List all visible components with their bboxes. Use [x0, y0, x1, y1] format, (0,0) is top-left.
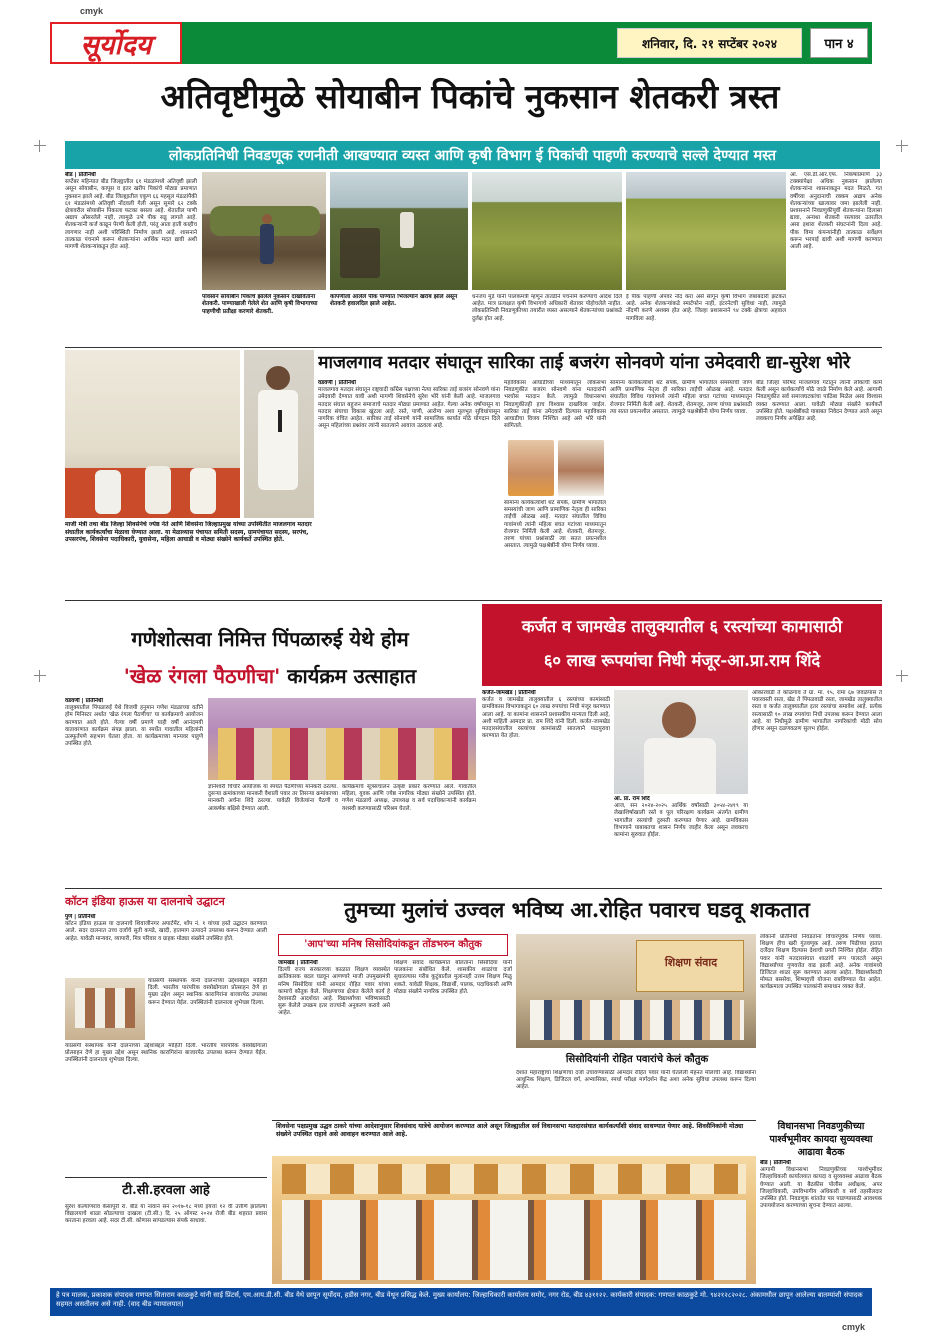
page-number: पान ४: [810, 28, 868, 58]
story9-headline: विधानसभा निवडणुकीच्या पार्श्वभूमीवर कायदा सुव्यवस्था आढावा बैठक: [769, 1121, 873, 1158]
story4-photo-mla: [614, 690, 748, 794]
registration-mark: [896, 670, 908, 682]
lead-body-col4: आ. एस.डी.आर.एफ. निकषाप्रमाणे ३३ टक्क्यांपेक्षा अधिक नुकसान झालेल्या शेतकऱ्यांना शासनाकडून मदत मिळते. गत वर्षीच्या अनुदानाची रक्कम अद्याप अनेक शेतकऱ्यांच्या खात्यावर जमा झालेली नाही. प्रशासनाने निवडणुकीपूर्वी शेतकऱ्यांना दिलासा द्यावा, अन्यथा शेतकरी रस्त्यावर उतरतील असा इशारा शेतकरी संघटनांनी दिला आहे. पीक विमा कंपन्यांनीही तात्काळ सर्वेक्षण करून भरपाई द्यावी अशी मागणी करण्यात आली आहे.: [790, 172, 882, 251]
registration-mark: [34, 140, 46, 152]
story2-body-col1: [318, 380, 500, 595]
cmyk-mark-bottom: cmyk: [842, 1322, 866, 1332]
story2-body-col4: बीड जिल्हा परिषद माजलगाव गटातून त्यांनी लोकांची कामे केली असून कार्यकर्त्यांचे मोठे जाळे निर्माण केले आहे. आगामी निवडणुकीत सर्व समाजघटकांचा पाठिंबा मिळेल असा विश्वास व्यक्त करण्यात आला. यावेळी मोठ्या संख्येने कार्यकर्ते उपस्थित होते. पक्षश्रेष्ठींकडे याबाबत निवेदन देण्यात आले असून लवकरच निर्णय अपेक्षित आहे.: [756, 380, 882, 423]
story8-photo-group: [272, 1156, 756, 1284]
story6-body-text: दिल्ली राज्य सरकारच्या काळात शिक्षण व्यवस्थेत क्रांतिकारक बदल घडवून आणणारे माजी उपमुख्यमंत्री मनिष सिसोदिया यांनी आमदार रोहित पवार यांच्या कामाचे कौतुक केले. शिक्षणाच्या क्षेत्रात केलेले कार्य हे देशासाठी आदर्शवत आहे. विद्यार्थ्यांच्या भविष्यासाठी सुरू केलेले उपक्रम इतर राज्यांनी अनुकरण करावे असे आहेत.: [278, 967, 390, 1017]
story2-body-col3: सामान्य कार्यकर्त्यांशी थेट संपर्क, ग्रामीण भागातील समस्यांची जाण आणि प्रामाणिक नेतृत्व ही सारिका ताईंची ओळख आहे. मतदार संघातील विविध गावांमध्ये त्यांनी महिला बचत गटांच्या माध्यमातून रोजगार निर्मिती केली आहे. शेतकरी, शेतमजूर, तरुण यांच्या प्रश्नांसाठी त्या सतत प्रयत्नशील असतात. त्यामुळे पक्षश्रेष्ठींनी योग्य निर्णय घ्यावा.: [610, 380, 752, 415]
story4-headline-line1: कर्जत व जामखेड तालुक्यातील ६ रस्त्यांच्या कामासाठी: [521, 617, 843, 636]
story6-kicker: 'आप'च्या मनिष सिसोदियांकडून तोंडभरुन कौतुक: [278, 934, 508, 956]
story3-headline-highlight: 'खेळ रंगला पैठणीचा': [123, 664, 281, 688]
divider: [65, 600, 882, 601]
story4-photo-caption: आ. प्रा. राम शिंदे: [614, 796, 650, 802]
newspaper-logo: सूर्योदय: [50, 22, 182, 64]
story4-body-col1: [482, 690, 610, 883]
lead-photo-caption-1: पावसाने सोयाबीन पिकाचे झालेले नुकसान दाखविताना शेतकरी. पाण्याखाली गेलेले शेत आणि कृषी विभागाच्या पाहणीची प्रतीक्षा करणारे शेतकरी.: [202, 294, 318, 315]
lead-body-col3: ई पीक पाहणी ॲपवर नोंद करा असे सांगून कृषी विभाग जबाबदारी झटकत आहे. अनेक शेतकऱ्यांकडे स्मार्टफोन नाही, इंटरनेटची सुविधा नाही, त्यामुळे नोंदणी करणे अशक्य होत आहे. जिल्हा प्रशासनाने ९४ टक्के क्षेत्राचा अहवाल मागविला आहे.: [626, 294, 786, 322]
story6-body-col4: लोकांनी प्रतिनिधी निवडताना विचारपूर्वक निर्णय घ्यावा. शिक्षण हीच खरी गुंतवणूक आहे. तरुण पिढीच्या हातात दर्जेदार शिक्षण दिल्यास देशाची प्रगती निश्चित होईल. रोहित पवार यांनी मतदारसंघात शाळांचे रूप पालटले असून विद्यार्थ्यांच्या गुणवत्तेत वाढ झाली आहे. अनेक गावांमध्ये डिजिटल शाळा सुरू करण्यात आल्या आहेत. विद्यार्थ्यांसाठी मोफत बससेवा, शिष्यवृत्ती योजना राबविण्यात येत आहेत. कार्यक्रमाला उपस्थित पालकांनी समाधान व्यक्त केले.: [760, 934, 882, 991]
lead-byline: बीड | प्रतिनिधी: [65, 172, 96, 178]
issue-date: शनिवार, दि. २१ सप्टेंबर २०२४: [617, 28, 802, 58]
story4-body-text: कर्जत व जामखेड तालुक्यातील ६ रस्त्यांच्या कामांसाठी ग्रामविकास विभागाकडून ६० लाख रुपयांचा निधी मंजूर करण्यात आला आहे. या कामांना शासनाने प्रशासकीय मान्यता दिली आहे, अशी माहिती आमदार प्रा. राम शिंदे यांनी दिली. कर्जत-जामखेड मतदारसंघातील रस्त्यांच्या कामांसाठी सातत्याने पाठपुरावा करण्यात येत होता.: [482, 697, 610, 740]
story9-byline: बीड | प्रतिनिधी: [760, 1160, 791, 1166]
story2-byline: वडवणी | प्रतिनिधी: [318, 380, 356, 386]
story4-headline-line2: ६० लाख रूपयांचा निधी मंजूर-आ.प्रा.राम शिंदे: [543, 651, 821, 670]
story3-body-col3: कार्यक्रमाचे सूत्रसंचालन उत्कृष्ट प्रकारे करण्यात आले. गावातील महिला, युवक आणि ज्येष्ठ नागरिक मोठ्या संख्येने उपस्थित होते. गणेश मंडळाचे अध्यक्ष, उपाध्यक्ष व सर्व पदाधिकाऱ्यांनी कार्यक्रम यशस्वी करण्यासाठी परिश्रम घेतले.: [342, 784, 476, 812]
lead-photo-farmers: [202, 172, 326, 290]
story4-body-col2: [614, 796, 748, 883]
cmyk-mark-top: cmyk: [80, 6, 104, 16]
story2-photo-caption: माजी मंत्री तथा बीड जिल्हा शिवसेनेचे ज्येष्ठ नेते आणि शिवसेना जिल्हाप्रमुख यांच्या उपस्थितीत माजलगाव मतदार संघातील कार्यकर्त्यांचा मेळावा घेण्यात आला. या मेळाव्यास पंचायत समिती सदस्य, ग्रामपंचायत सदस्य, सरपंच, उपसरपंच, शिवसेना पदाधिकारी, युवासेना, महिला आघाडी व मोठ्या संख्येने कार्यकर्ते उपस्थित होते.: [65, 521, 312, 544]
story5-photo-inauguration: [65, 978, 145, 1040]
story6-headline: तुमच्या मुलांचं उज्वल भविष्य आ.रोहित पवारच घडवू शकतात: [344, 897, 810, 922]
lead-body-col1: [65, 172, 197, 312]
story4-headline-banner: [482, 604, 882, 686]
lead-photo-flooded-field-2: [626, 172, 786, 290]
lead-photo-field: [330, 172, 468, 290]
registration-mark: [34, 670, 46, 682]
lead-body-text: सप्टेंबर महिन्यात बीड जिल्ह्यातील ६१ मंडळांमध्ये अतिवृष्टी झाली असून सोयाबीन, कापूस व इतर खरीप पिकांचे मोठ्या प्रमाणात नुकसान झाले आहे. बीड जिल्ह्यातील एकूण ६६ महसूल मंडळांपैकी ६१ मंडळांमध्ये अतिवृष्टी नोंदवली गेली असून सुमारे ६२ टक्के क्षेत्रावरील सोयाबीन पिकाला फटका बसला आहे. शेतातील पाणी अद्याप ओसरलेले नाही, त्यामुळे उभे पीक सडू लागले आहे. शेतकऱ्यांनी कर्ज काढून पेरणी केली होती, परंतु आता हाती काहीच लागणार नाही अशी परिस्थिती निर्माण झाली आहे. शासनाने तात्काळ पंचनामे करून शेतकऱ्यांना आर्थिक मदत द्यावी अशी मागणी शेतकऱ्यांकडून होत आहे.: [65, 179, 197, 251]
story5-body-col3: याप्रसंगी संस्थापक यांनी दालनाच्या उद्देशाबद्दल माहिती दिली. भारतीय पारंपरिक वस्त्रोद्योगाला प्रोत्साहन देणे हा मुख्य उद्देश असून स्थानिक कारागिरांना बाजारपेठ उपलब्ध करून देण्यात येईल. उपस्थितांनी दालनाला शुभेच्छा दिल्या.: [65, 1043, 267, 1064]
registration-mark: [896, 140, 908, 152]
story4-body-text-2: आज, सन २०२४-२०२५ आर्थिक वर्षासाठी ३०५४-२४१९ या लेखाशिर्षाखाली रस्ते व पूल परिरक्षण कार्यक्रम अंतर्गत ग्रामीण भागातील रस्त्यांची दुरुस्ती करण्यात येणार आहे. ग्रामविकास विभागाने याबाबतचा शासन निर्णय जाहीर केला असून लवकरच कामांना सुरुवात होईल.: [614, 803, 748, 839]
story2-portrait-man: [558, 440, 604, 496]
story3-photo-event: [208, 698, 476, 780]
story2-portrait-woman: [508, 440, 554, 496]
story6-inner-body: देशात महाराष्ट्राचा शिक्षणाचा दर्जा उंचावण्यासाठी आमदार रोहित पवार यांनी घेतलेली मेहनत मोलाची आहे. विद्यार्थ्यांना आधुनिक शिक्षण, डिजिटल वर्ग, अभ्यासिका, स्पर्धा परीक्षा मार्गदर्शन केंद्र अशा अनेक सुविधा उपलब्ध करून दिल्या आहेत.: [516, 1070, 756, 1091]
lead-photo-caption-2: कापणीला आलेले पीक पाण्यात भिजल्याने खराब झाले असून शेतकरी हवालदिल झाले आहेत.: [330, 294, 458, 308]
story5-body: [65, 914, 267, 976]
lead-subheadline: लोकप्रतिनिधी निवडणूक रणनीती आखण्यात व्यस्त आणि कृषी विभाग ई पिकांची पाहणी करण्याचे सल्ले देण्यात मस्त: [65, 141, 880, 169]
story3-body-text: तालुक्यातील पिंपळारुई येथे विजयी हनुमान गणेश मंडळाच्या वतीने होम मिनिस्टर अर्थात 'खेळ रंगला पैठणीचा' या कार्यक्रमाचे आयोजन करण्यात आले होते. गेल्या वर्षी प्रमाणे याही वर्षी आनंदमयी वातावरणात कार्यक्रम संपन्न झाला. या स्पर्धेत गावातील महिलांनी उत्स्फूर्तपणे सहभाग घेतला होता. या कार्यक्रमाच्या मान्यवर पाहुणे उपस्थित होते.: [65, 705, 203, 748]
divider: [65, 347, 882, 348]
story2-body-text: माजलगाव मतदार संघातून राष्ट्रवादी काँग्रेस पक्षाच्या नेत्या सारिका ताई बजरंग सोनवणे यांना उमेदवारी देण्यात यावी अशी मागणी शिवसेनेचे सुरेश भोरे यांनी केली आहे. माजलगाव मतदार संघात बहुजन समाजाचे मतदार मोठ्या प्रमाणात आहेत. गेल्या अनेक वर्षांपासून या मतदार संघाचा विकास खुंटला आहे. रस्ते, पाणी, आरोग्य अशा मूलभूत सुविधांपासून नागरिक वंचित आहेत. सारिका ताई सोनवणे यांनी सामाजिक कार्यात मोठे योगदान दिले असून महिलांच्या प्रश्नांवर त्यांनी सातत्याने आवाज उठवला आहे.: [318, 387, 500, 430]
story9-body: [760, 1160, 882, 1284]
story8-banner: शिवसेना पक्षप्रमुख उद्धव ठाकरे यांच्या आदेशानुसार शिवसंवाद यात्रेचे आयोजन करण्यात आले असून जिल्ह्यातील सर्व विधानसभा मतदारसंघात कार्यकर्त्यांशी संवाद साधण्यात येणार आहे. शिवसैनिकांनी मोठ्या संख्येने उपस्थित राहावे असे आवाहन करण्यात आले आहे.: [272, 1120, 756, 1152]
divider: [65, 888, 882, 889]
story7-headline: टी.सी.हरवला आहे: [122, 1183, 210, 1198]
story3-headline-line1: गणेशोत्सवा निमित्त पिंपळारुई येथे होम: [131, 627, 409, 651]
lead-photo-flooded-field-1: [472, 172, 622, 290]
story3-body-col1: [65, 698, 203, 883]
story2-photo-meeting: [65, 350, 240, 518]
story3-byline: वडवणी | प्रतिनिधी: [65, 698, 103, 704]
lead-headline: अतिवृष्टीमुळे सोयाबीन पिकांचे नुकसान शेतकरी त्रस्त: [160, 77, 780, 116]
story7-body: सुरेश कल्याणराव केसापुरी रा. बीड या नावाने सन २०१७-१८ मध्ये इयत्ता १२ वी उत्तीर्ण झालेल्या विद्यालयाचे शाळा सोडल्याचा दाखला (टी.सी.) दि. २५ ऑगस्ट २०२४ रोजी बीड शहरात प्रवास करताना हरवला आहे. सदर टी.सी. कोणास सापडल्यास संपर्क साधावा.: [65, 1204, 267, 1225]
story6-body-col2: शिक्षण संवाद कार्यक्रमात बोलताना सिसोदिया यांनी पालकांना संबोधित केले. शासकीय शाळांचा दर्जा सुधारल्यास गरीब कुटुंबातील मुलांनाही उत्तम शिक्षण मिळू शकते. यावेळी शिक्षक, विद्यार्थी, पालक, पदाधिकारी आणि मोठ्या संख्येने नागरिक उपस्थित होते.: [394, 960, 512, 995]
story5-headline: कॉटन इंडिया हाऊस या दालनाचे उद्घाटन: [65, 895, 225, 908]
story2-body-col2: महाविकास आघाडीच्या माध्यमातून लोकसभा निवडणुकीत बजरंग सोनवणे यांना मतदारांनी भरघोस मतदान केले. त्यामुळे विधानसभा निवडणुकीतही हाच विश्वास दाखविला जाईल. सारिका ताई यांना उमेदवारी दिल्यास महाविकास आघाडीचा विजय निश्चित आहे असे भोरे यांनी सांगितले.: [504, 380, 606, 430]
story3-headline-line2: [70, 660, 470, 692]
story2-photo-speaker: [244, 350, 314, 518]
story5-body-text: कॉटन इंडिया हाऊस या दालनाचे शिवाजीनगर अपार्टमेंट, शॉप नं. १ यांच्या हस्ते उद्घाटन करण्यात आले. सदर दालनात उच्च दर्जाचे सुती कपडे, खादी, हातमाग उत्पादने उपलब्ध करून देण्यात आली आहेत. यावेळी मान्यवर, व्यापारी, मित्र परिवार व ग्राहक मोठ्या संख्येने उपस्थित होते.: [65, 921, 267, 942]
story6-banner-text: शिक्षण संवाद: [664, 956, 718, 969]
story5-byline: पुणे | प्रतिनिधी: [65, 914, 96, 920]
story6-stage-banner: [636, 940, 744, 992]
story6-photo-stage: [516, 934, 756, 1048]
story2-body-col2b: सामान्य कार्यकर्त्यांशी थेट संपर्क, ग्रामीण भागातील समस्यांची जाण आणि प्रामाणिक नेतृत्व ही सारिका ताईंची ओळख आहे. मतदार संघातील विविध गावांमध्ये त्यांनी महिला बचत गटांच्या माध्यमातून रोजगार निर्मिती केली आहे. शेतकरी, शेतमजूर, तरुण यांच्या प्रश्नांसाठी त्या सतत प्रयत्नशील असतात. त्यामुळे पक्षश्रेष्ठींनी योग्य निर्णय घ्यावा.: [504, 500, 606, 550]
story6-byline: जामखेड | प्रतिनिधी: [278, 960, 318, 966]
story3-headline-rest: कार्यक्रम उत्साहात: [287, 664, 417, 688]
imprint-footer: हे पत्र मालक, प्रकाशक संपादक गणपत सिताराम काळकुटे यांनी साई प्रिंटर्स, एम.आय.डी.सी. बीड येथे छापून सूर्योदय, हडीस नगर, बीड येथून प्रसिद्ध केले. मुख्य कार्यालय: जिल्हाधिकारी कार्यालय समोर, नगर रोड, बीड ४३११२२. कार्यकारी संपादक: गणपत काळकुटे मो. ९४२१२८२०२८. अंकामधील छापून आलेल्या बातम्यांशी संपादक सहमत असतीलच असे नाही. (वाद बीड न्यायालयात): [50, 1288, 872, 1316]
story2-headline: माजलगाव मतदार संघातून सारिका ताई बजरंग सोनवणे यांना उमेदवारी द्या-सुरेश भोरे: [318, 353, 851, 373]
divider: [65, 1177, 267, 1178]
lead-body-col2: धनंजय मुंडे यांनी पालकमंत्री म्हणून तातडीने पंचनामे करण्याचे आदेश दिले आहेत. मात्र प्रत्यक्षात कृषी विभागाचे अधिकारी शेतावर पोहोचलेले नाहीत. लोकप्रतिनिधी निवडणुकीच्या तयारीत व्यस्त असल्याने शेतकऱ्यांच्या प्रश्नांकडे दुर्लक्ष होत आहे.: [472, 294, 622, 322]
story4-byline: कर्जत-जामखेड | प्रतिनिधी: [482, 690, 536, 696]
story6-inner-headline: सिसोदियांनी रोहित पवारांचे केलं कौतुक: [565, 1054, 709, 1065]
story9-body-text: आगामी विधानसभा निवडणुकीच्या पार्श्वभूमीवर जिल्हाधिकारी कार्यालयात कायदा व सुव्यवस्था आढावा बैठक घेण्यात आली. या बैठकीस पोलीस अधीक्षक, अपर जिल्हाधिकारी, उपविभागीय अधिकारी व सर्व तहसीलदार उपस्थित होते. निवडणूक शांततेत पार पाडण्यासाठी आवश्यक उपाययोजना करण्याच्या सूचना देण्यात आल्या.: [760, 1167, 882, 1210]
masthead: [50, 22, 872, 64]
story3-body-col2: ज्ञानेश्वरी चिंचोरे आयोजक या स्पर्धेत पैठणीच्या मानकरी ठरल्या. दुसऱ्या क्रमांकाच्या मानकरी वैशाली पवार तर तिसऱ्या क्रमांकाच्या मानकरी अर्चना शिंदे ठरल्या. यावेळी विजेत्यांना पैठणी व आकर्षक बक्षिसे देण्यात आली.: [208, 784, 338, 812]
story4-body-col3: ओंकारवाडी ते कोळगाव ते ग्रा. मा. १५, रामा ६७ जवळपास ते पवारवस्ती रस्ता, खेड ते पिंपळवाडी रस्ता, जामखेड तालुक्यातील रस्ता व कर्जत तालुक्यातील इतर रस्त्यांचा समावेश आहे. प्रत्येक रस्त्यासाठी १० लाख रुपयांचा निधी उपलब्ध करून देण्यात आला आहे. या निधीमुळे ग्रामीण भागातील नागरिकांची मोठी सोय होणार असून दळणवळण सुलभ होईल.: [752, 690, 882, 733]
story5-body-col2: याप्रसंगी संस्थापक यांनी दालनाच्या उद्देशाबद्दल माहिती दिली. भारतीय पारंपरिक वस्त्रोद्योगाला प्रोत्साहन देणे हा मुख्य उद्देश असून स्थानिक कारागिरांना बाजारपेठ उपलब्ध करून देण्यात येईल. उपस्थितांनी दालनाला शुभेच्छा दिल्या.: [148, 978, 267, 1006]
